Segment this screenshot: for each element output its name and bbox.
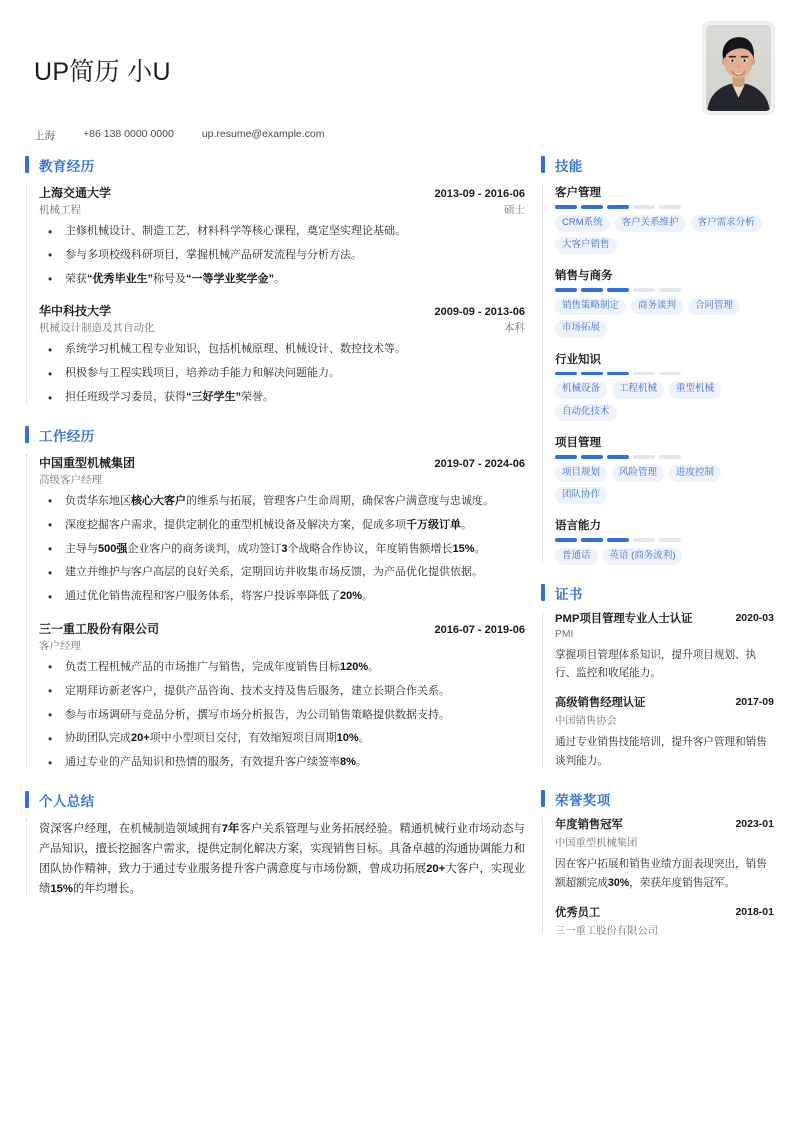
rating-segment xyxy=(581,288,603,292)
section-title: 工作经历 xyxy=(39,428,95,444)
list-item: • 通过优化销售流程和客户服务体系，将客户投诉率降低了20%。 xyxy=(39,588,525,606)
avatar xyxy=(703,22,774,114)
skill-tag: 英语 (商务流利) xyxy=(603,548,683,565)
certificate-date: 2020-03 xyxy=(735,612,774,625)
section-content xyxy=(541,184,774,565)
school-name: 华中科技大学 xyxy=(39,304,112,319)
rating-segment xyxy=(607,288,629,292)
skill-group xyxy=(555,351,774,421)
skill-tag: 客户关系维护 xyxy=(615,215,686,232)
section-education xyxy=(25,155,525,407)
skill-rating xyxy=(555,372,774,376)
certificate-issuer: PMI xyxy=(555,628,574,640)
skill-tag: 大客户销售 xyxy=(555,237,617,254)
job-title: 高级客户经理 xyxy=(39,473,102,486)
bullet-list xyxy=(39,341,525,406)
section-title: 个人总结 xyxy=(39,794,95,809)
candidate-name: UP简历 小U xyxy=(34,58,171,86)
skill-tag: 自动化技术 xyxy=(555,404,617,421)
certificate-desc: 掌握项目管理体系知识，提升项目规划、执行、监控和收尾能力。 xyxy=(555,648,757,680)
school-degree: 本科 xyxy=(504,322,525,335)
rating-segment xyxy=(633,455,655,459)
certificate-title: PMP项目管理专业人士认证 xyxy=(555,613,693,626)
list-item: • 担任班级学习委员，获得“三好学生”荣誉。 xyxy=(39,389,525,407)
section-skills xyxy=(541,155,774,565)
certificate-entry xyxy=(555,612,774,683)
award-desc: 因在客户拓展和销售业绩方面表现突出，销售额超额完成30%，荣获年度销售冠军。 xyxy=(555,858,767,890)
skill-tag-list xyxy=(555,548,774,565)
company-name: 三一重工股份有限公司 xyxy=(39,621,160,636)
section-content xyxy=(25,819,525,899)
skill-tag: 项目规划 xyxy=(555,465,607,482)
section-title: 证书 xyxy=(555,587,583,603)
certificate-issuer: 中国销售协会 xyxy=(555,716,617,728)
award-date: 2023-01 xyxy=(735,818,774,831)
left-column xyxy=(25,155,525,917)
list-item: • 系统学习机械工程专业知识，包括机械原理、机械设计、数控技术等。 xyxy=(39,341,525,359)
work-date: 2016-07 - 2019-06 xyxy=(434,623,525,636)
skill-group xyxy=(555,517,774,565)
skill-rating xyxy=(555,455,774,459)
skill-tag: 进度控制 xyxy=(669,465,721,482)
skill-tag: 客户需求分析 xyxy=(691,215,762,232)
skill-rating xyxy=(555,288,774,292)
list-item: • 主导与500强企业客户的商务谈判，成功签订3个战略合作协议，年度销售额增长15%。 xyxy=(39,541,525,559)
skill-group-name: 销售与商务 xyxy=(555,270,613,283)
list-item: • 定期拜访新老客户，提供产品咨询、技术支持及售后服务，建立长期合作关系。 xyxy=(39,683,525,701)
section-title: 荣誉奖项 xyxy=(555,793,611,809)
section-header xyxy=(25,425,525,445)
skill-group xyxy=(555,184,774,254)
skill-group xyxy=(555,267,774,337)
list-item: • 负责工程机械产品的市场推广与销售，完成年度销售目标120%。 xyxy=(39,659,525,677)
skill-tag-list xyxy=(555,465,774,505)
rating-segment xyxy=(659,205,681,209)
rating-segment xyxy=(659,538,681,542)
contact-row xyxy=(34,128,325,143)
award-title: 年度销售冠军 xyxy=(555,819,623,832)
school-date: 2009-09 - 2013-06 xyxy=(434,306,525,319)
rating-segment xyxy=(607,538,629,542)
section-header xyxy=(25,155,525,175)
school-degree: 硕士 xyxy=(504,204,525,216)
list-item: • 通过专业的产品知识和热情的服务，有效提升客户续签率8%。 xyxy=(39,754,525,772)
contact-phone: +86 138 0000 0000 xyxy=(83,128,174,140)
section-content xyxy=(541,818,774,937)
section-header xyxy=(25,790,525,810)
bullet-list xyxy=(39,493,525,606)
rating-segment xyxy=(633,205,655,209)
skill-tag: 销售策略制定 xyxy=(555,298,626,315)
skill-tag-list xyxy=(555,215,774,255)
award-issuer: 中国重型机械集团 xyxy=(555,838,638,850)
skill-tag-list xyxy=(555,298,774,338)
certificate-title: 高级销售经理认证 xyxy=(555,697,646,710)
skill-group-name: 行业知识 xyxy=(555,353,601,366)
list-item: • 负责华东地区核心大客户的维系与拓展，管理客户生命周期，确保客户满意度与忠诚度。 xyxy=(39,493,525,511)
list-item: • 建立并维护与客户高层的良好关系，定期回访并收集市场反馈，为产品优化提供依据。 xyxy=(39,564,525,582)
skill-tag: 机械设备 xyxy=(555,381,607,398)
skill-rating xyxy=(555,205,774,209)
rating-segment xyxy=(555,205,577,209)
section-header xyxy=(541,789,774,809)
list-item: • 积极参与工程实践项目，培养动手能力和解决问题能力。 xyxy=(39,365,525,383)
work-entry xyxy=(39,454,525,606)
resume-body xyxy=(0,155,799,955)
rating-segment xyxy=(581,205,603,209)
certificate-entry xyxy=(555,696,774,771)
section-content xyxy=(25,184,525,407)
skill-group xyxy=(555,434,774,504)
skill-tag: CRM系统 xyxy=(555,215,610,232)
school-major: 机械工程 xyxy=(39,204,81,216)
rating-segment xyxy=(555,372,577,376)
rating-segment xyxy=(581,455,603,459)
section-header xyxy=(541,155,774,175)
rating-segment xyxy=(659,288,681,292)
rating-segment xyxy=(555,288,577,292)
school-major: 机械设计制造及其自动化 xyxy=(39,322,155,335)
skill-tag: 重型机械 xyxy=(669,381,721,398)
rating-segment xyxy=(555,538,577,542)
section-awards xyxy=(541,789,774,937)
award-entry xyxy=(555,906,774,937)
section-work-experience xyxy=(25,425,525,772)
list-item: • 协助团队完成20+项中小型项目交付，有效缩短项目周期10%。 xyxy=(39,730,525,748)
bullet-list xyxy=(39,223,525,288)
skill-group-name: 项目管理 xyxy=(555,437,601,450)
certificate-date: 2017-09 xyxy=(735,696,774,709)
education-entry xyxy=(39,302,525,406)
education-entry xyxy=(39,184,525,288)
rating-segment xyxy=(607,205,629,209)
rating-segment xyxy=(555,455,577,459)
portrait-photo-icon xyxy=(706,25,771,111)
section-content xyxy=(25,454,525,772)
work-date: 2019-07 - 2024-06 xyxy=(434,457,525,470)
summary-text: 资深客户经理，在机械制造领域拥有7年客户关系管理与业务拓展经验。精通机械行业市场动态与产品知识，擅长挖掘客户需求，提供定制化解决方案，实现销售目标。具备卓越的沟通协调能力和团队协作精神，致力于通过专业服务提升客户满意度与市场份额，曾成功拓展20+大客户，实现业绩15%的年均增长。 xyxy=(39,823,525,896)
rating-segment xyxy=(581,538,603,542)
school-date: 2013-09 - 2016-06 xyxy=(434,188,525,200)
section-certificates xyxy=(541,583,774,771)
skill-rating xyxy=(555,538,774,542)
list-item: • 深度挖掘客户需求，提供定制化的重型机械设备及解决方案，促成多项千万级订单。 xyxy=(39,517,525,535)
skill-tag: 合同管理 xyxy=(688,298,740,315)
section-title: 技能 xyxy=(555,159,583,174)
rating-segment xyxy=(659,372,681,376)
rating-segment xyxy=(633,288,655,292)
list-item: • 参与多项校级科研项目，掌握机械产品研发流程与分析方法。 xyxy=(39,247,525,265)
bullet-list xyxy=(39,659,525,772)
rating-segment xyxy=(581,372,603,376)
skill-tag: 团队协作 xyxy=(555,487,607,504)
rating-segment xyxy=(633,538,655,542)
certificate-desc: 通过专业销售技能培训，提升客户管理和销售谈判能力。 xyxy=(555,736,767,768)
skill-tag: 市场拓展 xyxy=(555,320,607,337)
award-title: 优秀员工 xyxy=(555,907,601,920)
rating-segment xyxy=(659,455,681,459)
work-entry xyxy=(39,620,525,772)
section-title: 教育经历 xyxy=(39,159,95,174)
list-item: • 主修机械设计、制造工艺、材料科学等核心课程，奠定坚实理论基础。 xyxy=(39,223,525,241)
section-content xyxy=(541,612,774,771)
section-header xyxy=(541,583,774,603)
award-entry xyxy=(555,818,774,893)
rating-segment xyxy=(607,455,629,459)
resume-header xyxy=(0,0,799,155)
job-title: 客户经理 xyxy=(39,639,81,652)
list-item: • 荣获“优秀毕业生”称号及“一等学业奖学金”。 xyxy=(39,271,525,289)
skill-tag-list xyxy=(555,381,774,421)
award-issuer: 三一重工股份有限公司 xyxy=(555,926,658,938)
skill-group-name: 客户管理 xyxy=(555,187,601,199)
company-name: 中国重型机械集团 xyxy=(39,455,136,470)
school-name: 上海交通大学 xyxy=(39,186,112,200)
skill-tag: 商务谈判 xyxy=(631,298,683,315)
skill-tag: 风险管理 xyxy=(612,465,664,482)
skill-group-name: 语言能力 xyxy=(555,520,601,533)
rating-segment xyxy=(633,372,655,376)
rating-segment xyxy=(607,372,629,376)
contact-email[interactable]: up.resume@example.com xyxy=(201,128,325,140)
right-column xyxy=(541,155,774,955)
list-item: • 参与市场调研与竞品分析，撰写市场分析报告，为公司销售策略提供数据支持。 xyxy=(39,707,525,725)
contact-location: 上海 xyxy=(34,130,55,142)
skill-tag: 工程机械 xyxy=(612,381,664,398)
award-date: 2018-01 xyxy=(735,906,774,919)
section-summary xyxy=(25,790,525,899)
skill-tag: 普通话 xyxy=(555,548,598,565)
